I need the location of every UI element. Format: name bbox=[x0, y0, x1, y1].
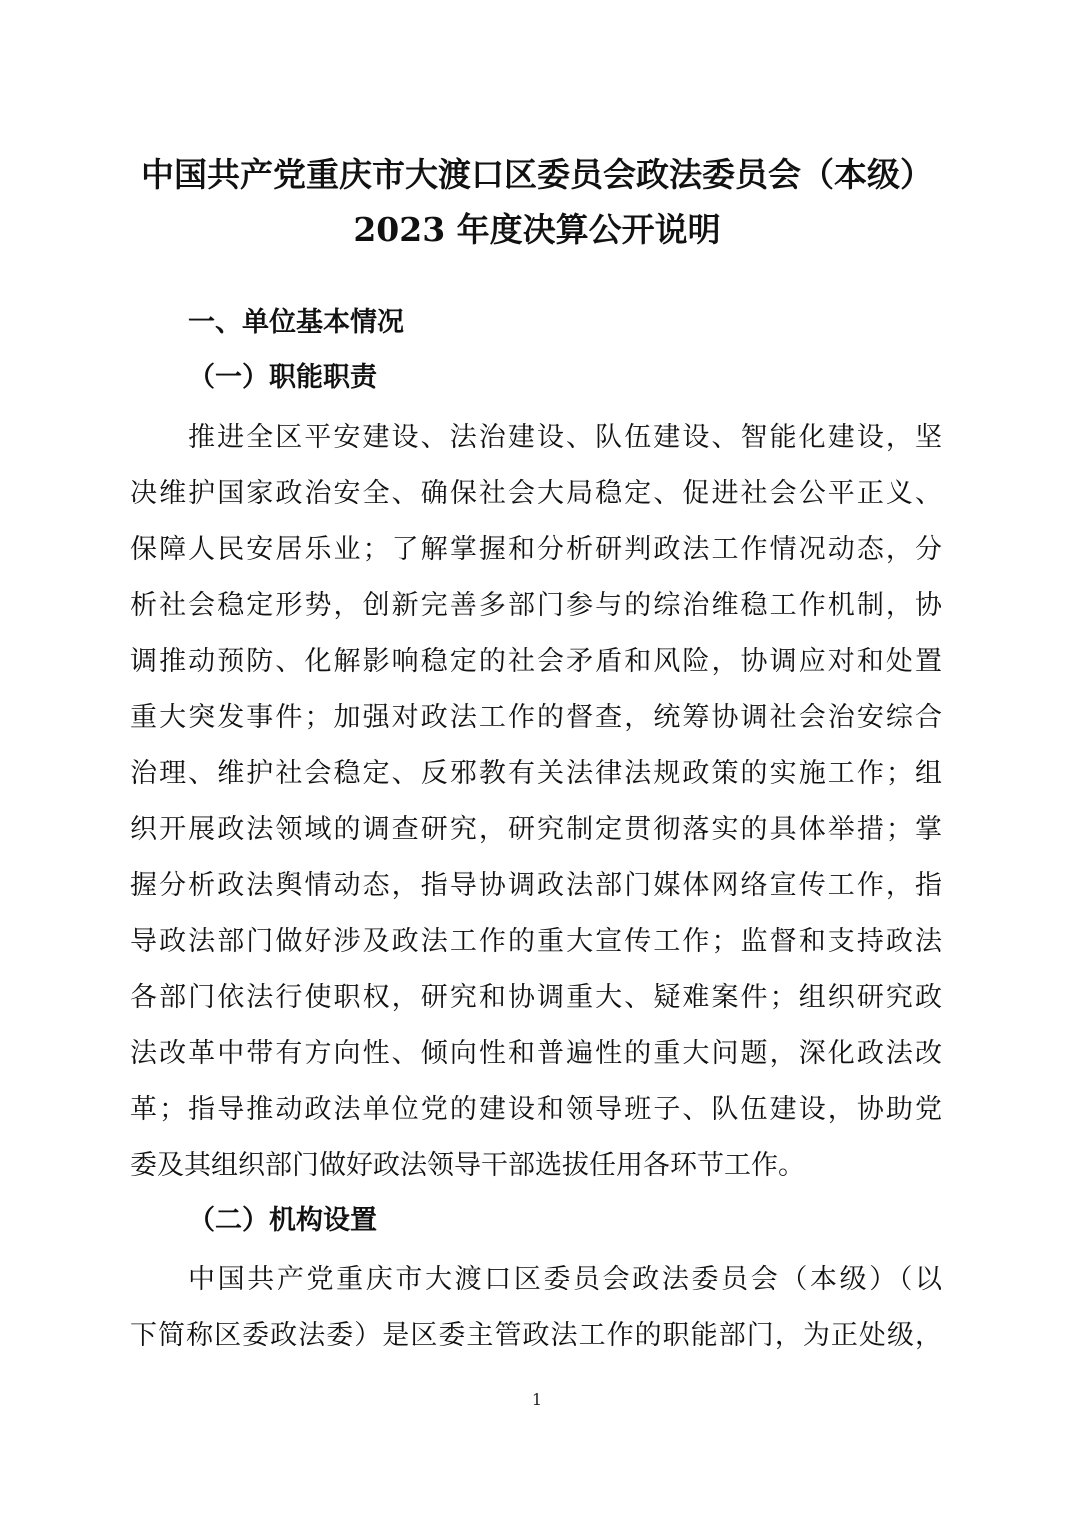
paragraph-line: 重大突发事件；加强对政法工作的督查，统筹协调社会治安综合 bbox=[130, 702, 942, 733]
paragraph-line: 握分析政法舆情动态，指导协调政法部门媒体网络宣传工作，指 bbox=[130, 870, 942, 901]
paragraph-line: 导政法部门做好涉及政法工作的重大宣传工作；监督和支持政法 bbox=[130, 926, 942, 957]
section-heading-unit-basic-info: 一、单位基本情况 bbox=[188, 307, 404, 338]
page-number: 1 bbox=[531, 1390, 543, 1409]
subsection-heading-organization: （二）机构设置 bbox=[188, 1205, 377, 1236]
paragraph-line: 委及其组织部门做好政法领导干部选拔任用各环节工作。 bbox=[130, 1150, 805, 1181]
paragraph-line: 治理、维护社会稳定、反邪教有关法律法规政策的实施工作；组 bbox=[130, 758, 942, 789]
paragraph-organization bbox=[130, 1252, 942, 1364]
paragraph-line: 析社会稳定形势，创新完善多部门参与的综治维稳工作机制，协 bbox=[130, 590, 942, 621]
document-title-line-2: 2023 年度决算公开说明 bbox=[353, 210, 721, 249]
paragraph-line: 推进全区平安建设、法治建设、队伍建设、智能化建设，坚 bbox=[188, 422, 942, 453]
paragraph-line: 决维护国家政治安全、确保社会大局稳定、促进社会公平正义、 bbox=[130, 478, 942, 509]
paragraph-line: 调推动预防、化解影响稳定的社会矛盾和风险，协调应对和处置 bbox=[130, 646, 942, 677]
paragraph-line: 保障人民安居乐业；了解掌握和分析研判政法工作情况动态，分 bbox=[130, 534, 942, 565]
paragraph-line: 织开展政法领域的调查研究，研究制定贯彻落实的具体举措；掌 bbox=[130, 814, 942, 845]
paragraph-line: 下简称区委政法委）是区委主管政法工作的职能部门，为正处级， bbox=[130, 1320, 942, 1351]
document-title-line-1: 中国共产党重庆市大渡口区委员会政法委员会（本级） bbox=[141, 155, 933, 194]
subsection-heading-functions: （一）职能职责 bbox=[188, 362, 377, 393]
paragraph-line: 各部门依法行使职权，研究和协调重大、疑难案件；组织研究政 bbox=[130, 982, 942, 1013]
paragraph-line: 中国共产党重庆市大渡口区委员会政法委员会（本级）（以 bbox=[188, 1264, 942, 1295]
paragraph-functions bbox=[130, 410, 942, 1194]
paragraph-line: 法改革中带有方向性、倾向性和普遍性的重大问题，深化政法改 bbox=[130, 1038, 942, 1069]
paragraph-line: 革；指导推动政法单位党的建设和领导班子、队伍建设，协助党 bbox=[130, 1094, 942, 1125]
